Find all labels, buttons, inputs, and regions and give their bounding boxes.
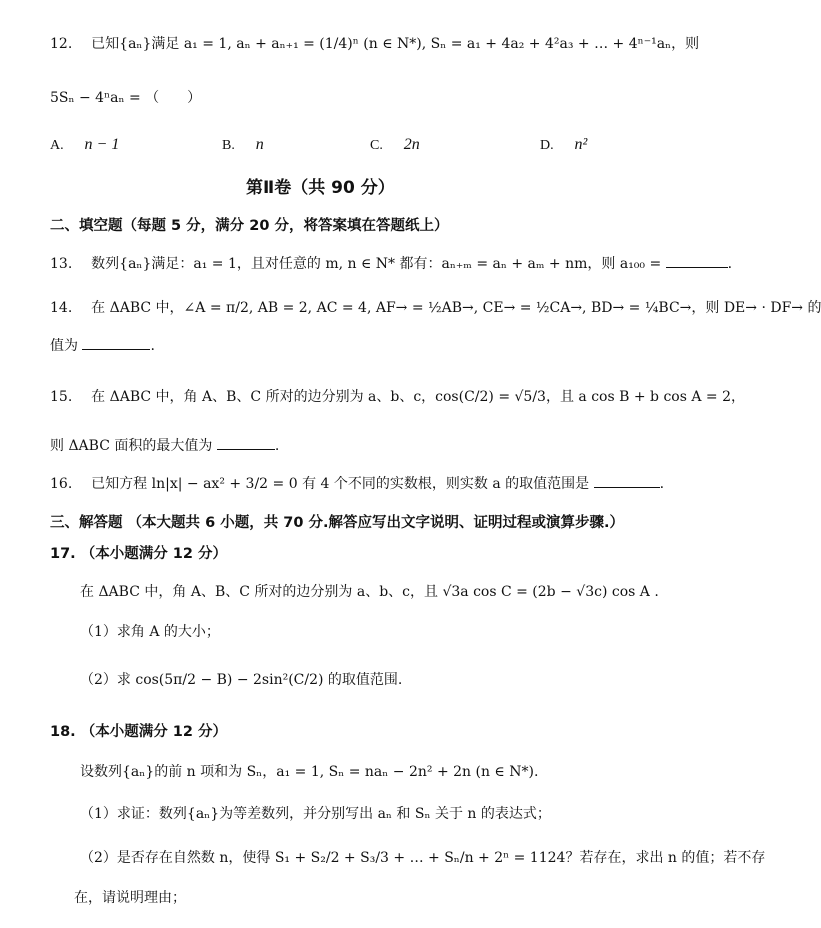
q12-option-b (222, 135, 264, 156)
q12-option-c-value: 2n (403, 136, 420, 153)
q13-number: 13. (50, 256, 73, 272)
q17-part1: （1）求角 A 的大小； (80, 624, 220, 640)
q15-stem: 在 ΔABC 中，角 A、B、C 所对的边分别为 a、b、c，cos(C/2) = √5/3，且 a cos B + b cos A = 2， (91, 389, 745, 405)
q17-header: 17. （本小题满分 12 分） (50, 546, 228, 562)
q18-part2-line1: （2）是否存在自然数 n，使得 S₁ + S₂/2 + S₃/3 + … + Sₙ/n + 2ⁿ = 1124？若存在，求出 n 的值；若不存 (80, 850, 766, 866)
q15-answer-blank (217, 449, 275, 450)
q15-tail: 则 ΔABC 面积的最大值为 (50, 438, 213, 454)
q14-stem: 在 ΔABC 中，∠A = π/2, AB = 2, AC = 4, AF→ = ½AB→, CE→ = ½CA→, BD→ = ¼BC→，则 DE→ · DF→ 的 (91, 300, 821, 316)
section2-heading: 二、填空题（每题 5 分，满分 20 分，将答案填在答题纸上） (50, 218, 449, 234)
q13-answer-blank (666, 267, 728, 268)
q12-option-d (540, 135, 587, 156)
q15-line1 (50, 387, 745, 407)
q12-option-d-label: D. (540, 138, 554, 153)
q12-number: 12. (50, 36, 73, 52)
q12-stem: 已知{aₙ}满足 a₁ = 1, aₙ + aₙ₊₁ = (1/4)ⁿ (n ∈ N*), Sₙ = a₁ + 4a₂ + 4²a₃ + … + 4ⁿ⁻¹aₙ，则 (91, 36, 700, 52)
q12-option-d-value: n² (574, 136, 588, 153)
q14-answer-blank (82, 349, 150, 350)
q13-text: 数列{aₙ}满足：a₁ = 1，且对任意的 m, n ∈ N* 都有：aₙ₊ₘ = aₙ + aₘ + nm，则 a₁₀₀ = (91, 256, 662, 272)
q12-option-a (50, 135, 119, 156)
q12-option-b-value: n (255, 136, 264, 153)
q16: 16. 已知方程 ln|x| − ax² + 3/2 = 0 有 4 个不同的实数根，则实数 a 的取值范围是 . (50, 476, 665, 492)
q12-option-c (370, 135, 420, 156)
part2-title: 第Ⅱ卷（共 90 分） (246, 178, 395, 198)
q13: 13. 数列{aₙ}满足：a₁ = 1，且对任意的 m, n ∈ N* 都有：aₙ₊ₘ = aₙ + aₘ + nm，则 a₁₀₀ = . (50, 256, 733, 272)
q15-number: 15. (50, 389, 73, 405)
q14-tail: 值为 (50, 338, 78, 354)
q18-part1: （1）求证：数列{aₙ}为等差数列，并分别写出 aₙ 和 Sₙ 关于 n 的表达式； (80, 806, 551, 822)
q18-part2-line2: 在，请说明理由； (74, 890, 186, 906)
q14-number: 14. (50, 300, 73, 316)
q14-line1 (50, 298, 821, 318)
q16-text: 已知方程 ln|x| − ax² + 3/2 = 0 有 4 个不同的实数根，则实数 a 的取值范围是 (91, 476, 590, 492)
q17-stem: 在 ΔABC 中，角 A、B、C 所对的边分别为 a、b、c，且 √3a cos C = (2b − √3c) cos A . (80, 584, 659, 600)
q16-number: 16. (50, 476, 73, 492)
q12-line1 (50, 34, 699, 54)
q12-option-a-value: n − 1 (84, 136, 120, 153)
q18-stem: 设数列{aₙ}的前 n 项和为 Sₙ，a₁ = 1, Sₙ = naₙ − 2n² + 2n (n ∈ N*). (80, 764, 539, 780)
q12-option-c-label: C. (370, 138, 383, 153)
q17-part2: （2）求 cos(5π/2 − B) − 2sin²(C/2) 的取值范围. (80, 672, 403, 688)
section3-heading: 三、解答题 （本大题共 6 小题，共 70 分.解答应写出文字说明、证明过程或演算步骤.） (50, 515, 625, 531)
q12-option-b-label: B. (222, 138, 235, 153)
q12-option-a-label: A. (50, 138, 64, 153)
q12-line2: 5Sₙ − 4ⁿaₙ = （ ） (50, 90, 202, 106)
q16-answer-blank (594, 487, 660, 488)
q15-line2: 则 ΔABC 面积的最大值为 . (50, 438, 280, 454)
q14-line2: 值为 . (50, 338, 155, 354)
q18-header: 18. （本小题满分 12 分） (50, 724, 228, 740)
